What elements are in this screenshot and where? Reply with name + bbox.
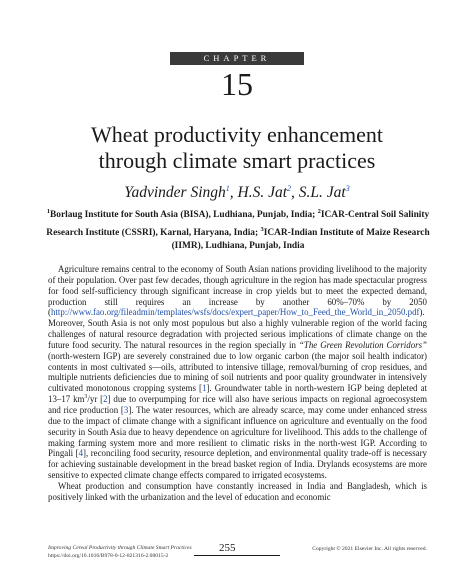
affiliation-3: ICAR-Indian Institute of Maize Research (IIMR), Ludhiana, Punjab, India	[171, 227, 430, 252]
text-run: ], reconciling food security, resource depletion, and environmental quality trade-off is necessary for achieving sustainable development in the bread basket region of India. Drylands ecosystems are more sensitive to expected climate change effects compared to irrigated ecosystems.	[48, 448, 427, 481]
body-text	[48, 264, 427, 503]
paragraph-1	[48, 264, 427, 481]
copyright: Copyright © 2021 Elsevier Inc. All rights reserved.	[312, 546, 427, 552]
doi-link[interactable]: https://doi.org/10.1016/B978-0-12-821316-2.00015-2	[48, 553, 169, 559]
citation-link[interactable]: 2	[103, 394, 108, 405]
affiliation-2: ICAR-Central Soil Salinity Research Institute (CSSRI), Karnal, Haryana, India;	[46, 210, 430, 238]
text-run: (north-western IGP) are severely constrained due to low organic carbon (the major soil health indicator) contents in most cultivated s—oils, attributed to intensive tillage, removal/burning of crop residues, and multiple nutrients deficiencies due to mining of soil nutrients and poor quality groundwater in intensively cultivated monotonous cropping systems [	[48, 350, 427, 394]
text-run: ). Moreover, South Asia is not only most populous but also a highly vulnerable region of the world facing challenges of natural resource degradation with projected serious implications of climate change on the future food security. The natural resources in the region specially in	[48, 307, 427, 350]
text-run: Agriculture remains central to the economy of South Asian nations providing livelihood to the majority of their population. Over past few decades, though agriculture in the region has made spectacular progress for food self-sufficiency through significant increase in crop yields but to meet the expected demand, production still requires an increase by another 60%–70% by 2050 (	[48, 264, 427, 318]
book-title: Improving Cereal Productivity through Climate Smart Practices	[48, 545, 192, 551]
chapter-title-line-1: Wheat productivity enhancement	[91, 122, 383, 147]
author-name: S.L. Jat	[298, 184, 346, 202]
affiliation-number: 1	[46, 208, 51, 215]
chapter-title	[20, 122, 454, 174]
chapter-label: CHAPTER	[170, 52, 304, 65]
author-affiliation-link[interactable]: 2	[287, 184, 292, 193]
affiliation-1: Borlaug Institute for South Asia (BISA), Ludhiana, Punjab, India;	[50, 210, 316, 221]
author-affiliation-link[interactable]: 1	[225, 184, 230, 193]
text-run: /yr [	[87, 394, 104, 405]
citation-link[interactable]: 4	[78, 448, 84, 459]
footer-citation	[48, 544, 192, 560]
superscript: 3	[84, 394, 88, 401]
affiliation-number: 2	[317, 208, 321, 215]
text-run: ]. The water resources, which are already scarce, may come under enhanced stress due to the impact of climate change with a significant influence on agriculture and eventually on the food security in South Asia due to heavy dependence on agriculture for livelihood. This adds to the challenge of making farming system more and more resilient to climatic risks in the north-west IGP. According to Pingali [	[48, 404, 427, 459]
footer-divider	[194, 555, 280, 556]
author-list: Yadvinder Singh$^1$, H.S. Jat$^2$, S.L. Jat$^3$	[124, 184, 350, 202]
citation-link[interactable]: 3	[123, 404, 129, 415]
text-run: ]. Groundwater table in north-western IGP being depleted at 13–17 km	[48, 383, 427, 405]
chapter-number: 15	[221, 66, 253, 102]
citation-link[interactable]: 1	[201, 383, 207, 394]
affiliation-number: 3	[260, 225, 264, 233]
chapter-title-line-2: through climate smart practices	[98, 148, 376, 173]
author-name: H.S. Jat	[237, 184, 288, 202]
affiliations	[38, 205, 438, 254]
fao-link[interactable]: http://www.fao.org/fileadmin/templates/wsfs/docs/expert_paper/How_to_Feed_the_World_in_2050.pdf	[50, 307, 420, 318]
text-run: ] due to overpumping for rice will also have serious impacts on regional agroecosystem and rice production [	[48, 394, 427, 415]
page-number: 255	[219, 542, 236, 554]
author-name: Yadvinder Singh	[124, 184, 226, 202]
quoted-term: “The Green Revolution Corridors”	[298, 339, 427, 350]
author-affiliation-link[interactable]: 3	[345, 184, 350, 193]
paragraph-2: Wheat production and consumption have constantly increased in India and Bangladesh, which is positively linked with the urbanization and the level of education and economic	[48, 480, 427, 502]
